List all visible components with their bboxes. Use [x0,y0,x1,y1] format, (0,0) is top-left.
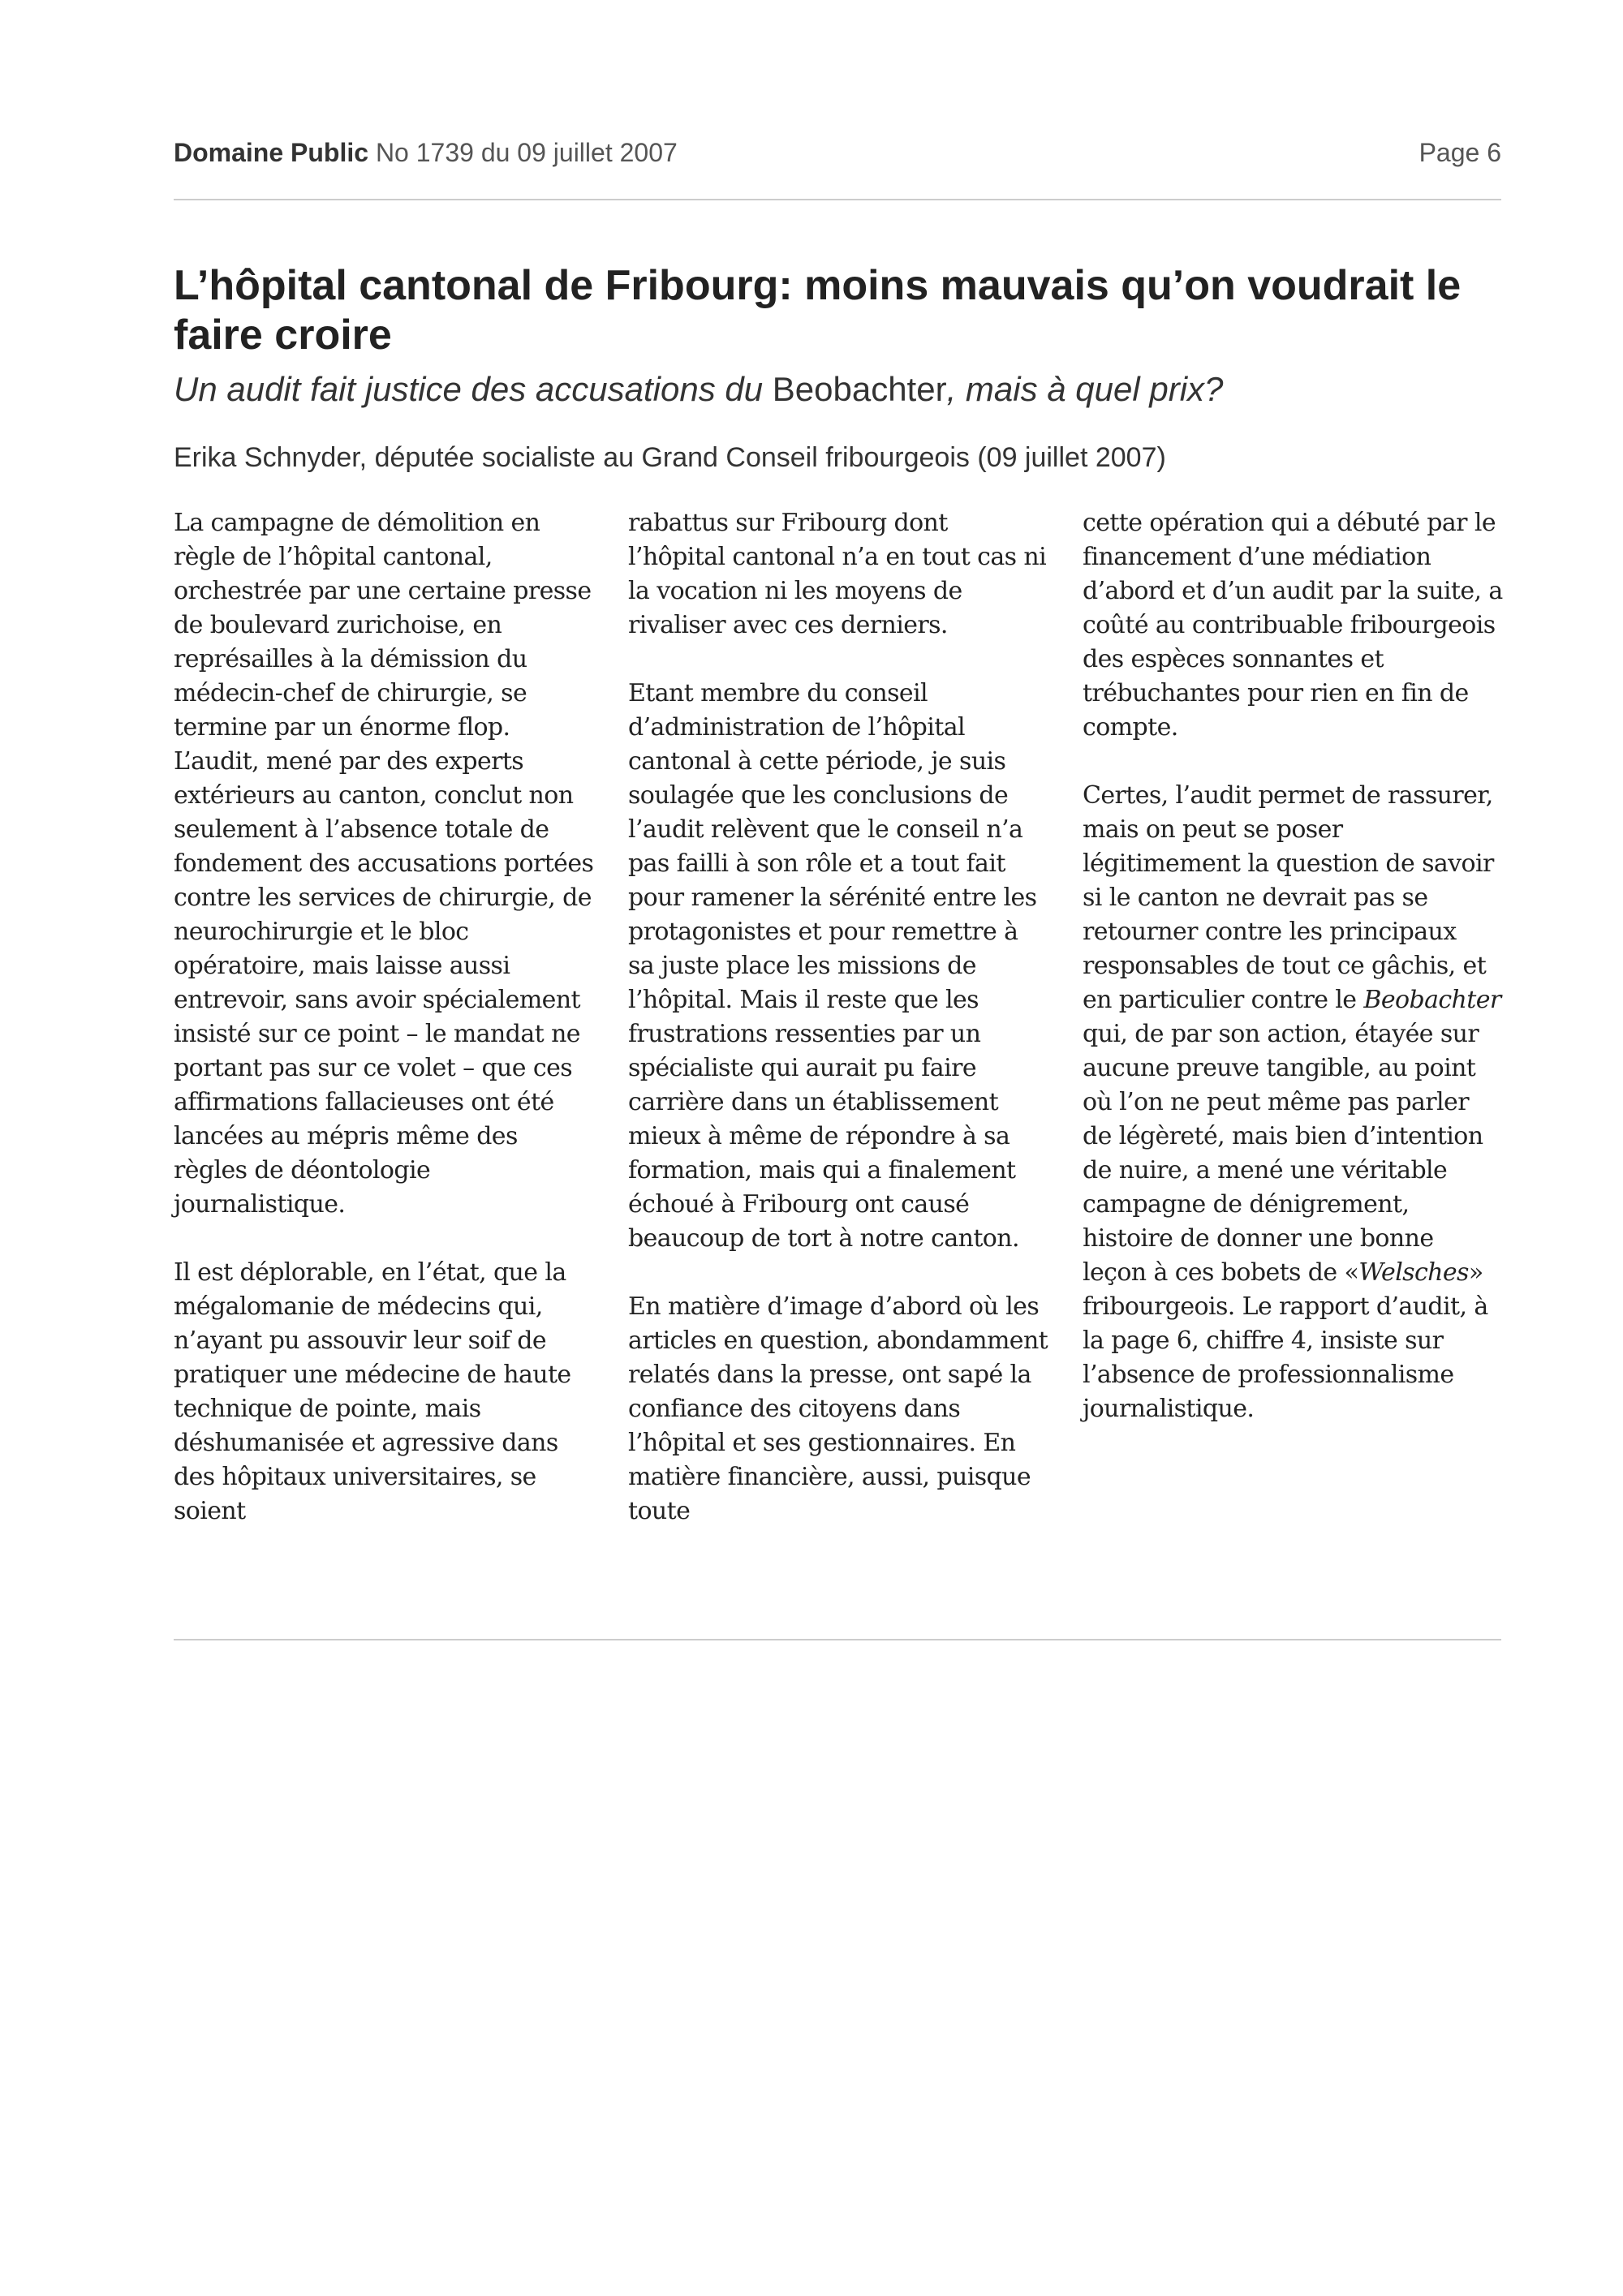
paragraph: La campagne de démolition en règle de l’hôpital cantonal, orchestrée par une certaine presse de boulevard zurichoise, en représailles à la démission du médecin-chef de chirurgie, se termine par un énorme flop. L’audit, mené par des experts extérieurs au canton, conclut non seulement à l’absence totale de fondement des accusations portées contre les services de chirurgie, de neurochirurgie et le bloc opératoire, mais laisse aussi entrevoir, sans avoir spécialement insisté sur ce point – le mandat ne portant pas sur ce volet – que ces affirmations fallacieuses ont été lancées au mépris même des règles de déontologie journalistique. [174,509,594,1219]
paragraph [1083,779,1503,1426]
page-header [174,136,1501,169]
text-column-3 [1083,506,1503,1610]
article-subtitle [174,367,1501,412]
paragraph-text: » fribourgeois. Le rapport d’audit, à la page 6, chiffre 4, insiste sur l’absence de professionnalisme journalistique. [1083,1258,1488,1423]
paragraph: cette opération qui a débuté par le financement d’une médiation d’abord et d’un audit par la suite, a coûté au contribuable fribourgeois des espèces sonnantes et trébuchantes pour rien en fin de compte. [1083,509,1503,742]
paragraph: Il est déplorable, en l’état, que la mégalomanie de médecins qui, n’ayant pu assouvir leur soif de pratiquer une médecine de haute technique de pointe, mais déshumanisée et agressive dans des hôpitaux universitaires, se soient [174,1258,571,1525]
subtitle-text-start: Un audit fait justice des accusations du [174,370,773,408]
paragraph-text: qui, de par son action, étayée sur aucune preuve tangible, au point où l’on ne peut même pas parler de légèreté, mais bien d’intention de nuire, a mené une véritable campagne de dénigrement, histoire de donner une bonne leçon à ces bobets de « [1083,1020,1483,1287]
emphasized-term: Welsches [1358,1258,1469,1287]
footer-divider [174,1639,1501,1640]
paragraph: Etant membre du conseil d’administration de l’hôpital cantonal à cette période, je suis soulagée que les conclusions de l’audit relèvent que le conseil n’a pas failli à son rôle et a tout fait pour ramener la sérénité entre les protagonistes et pour remettre à sa juste place les missions de l’hôpital. Mais il reste que les frustrations ressenties par un spécialiste qui aurait pu faire carrière dans un établissement mieux à même de répondre à sa formation, mais qui a finalement échoué à Fribourg ont causé beaucoup de tort à notre canton. [628,679,1037,1253]
paragraph: En matière d’image d’abord où les articles en question, abondamment relatés dans la presse, ont sapé la confiance des citoyens dans l’hôpital et ses gestionnaires. En matière financière, aussi, puisque toute [628,1292,1048,1525]
emphasized-publication-name: Beobachter [1363,986,1501,1014]
paragraph-text: Certes, l’audit permet de rassurer, mais on peut se poser légitimement la question de savoir si le canton ne devrait pas se retourner contre les principaux responsables de tout ce gâchis, et en particulier contre le [1083,781,1494,1014]
text-column-1 [174,506,594,1610]
paragraph: rabattus sur Fribourg dont l’hôpital cantonal n’a en tout cas ni la vocation ni les moyens de rivaliser avec ces derniers. [628,509,1047,639]
subtitle-publication-name: Beobachter [772,370,947,408]
publication-name: Domaine Public [174,138,369,167]
page-number: Page 6 [1419,138,1501,167]
article-body [174,506,1505,1610]
header-divider [174,199,1501,200]
article-title: L’hôpital cantonal de Fribourg: moins mauvais qu’on voudrait le faire croire [174,262,1462,359]
issue-info: No 1739 du 09 juillet 2007 [375,138,678,167]
subtitle-text-end: , mais à quel prix? [946,370,1224,408]
article-byline: Erika Schnyder, députée socialiste au Grand Conseil fribourgeois (09 juillet 2007) [174,442,1166,473]
text-column-2 [628,506,1048,1610]
